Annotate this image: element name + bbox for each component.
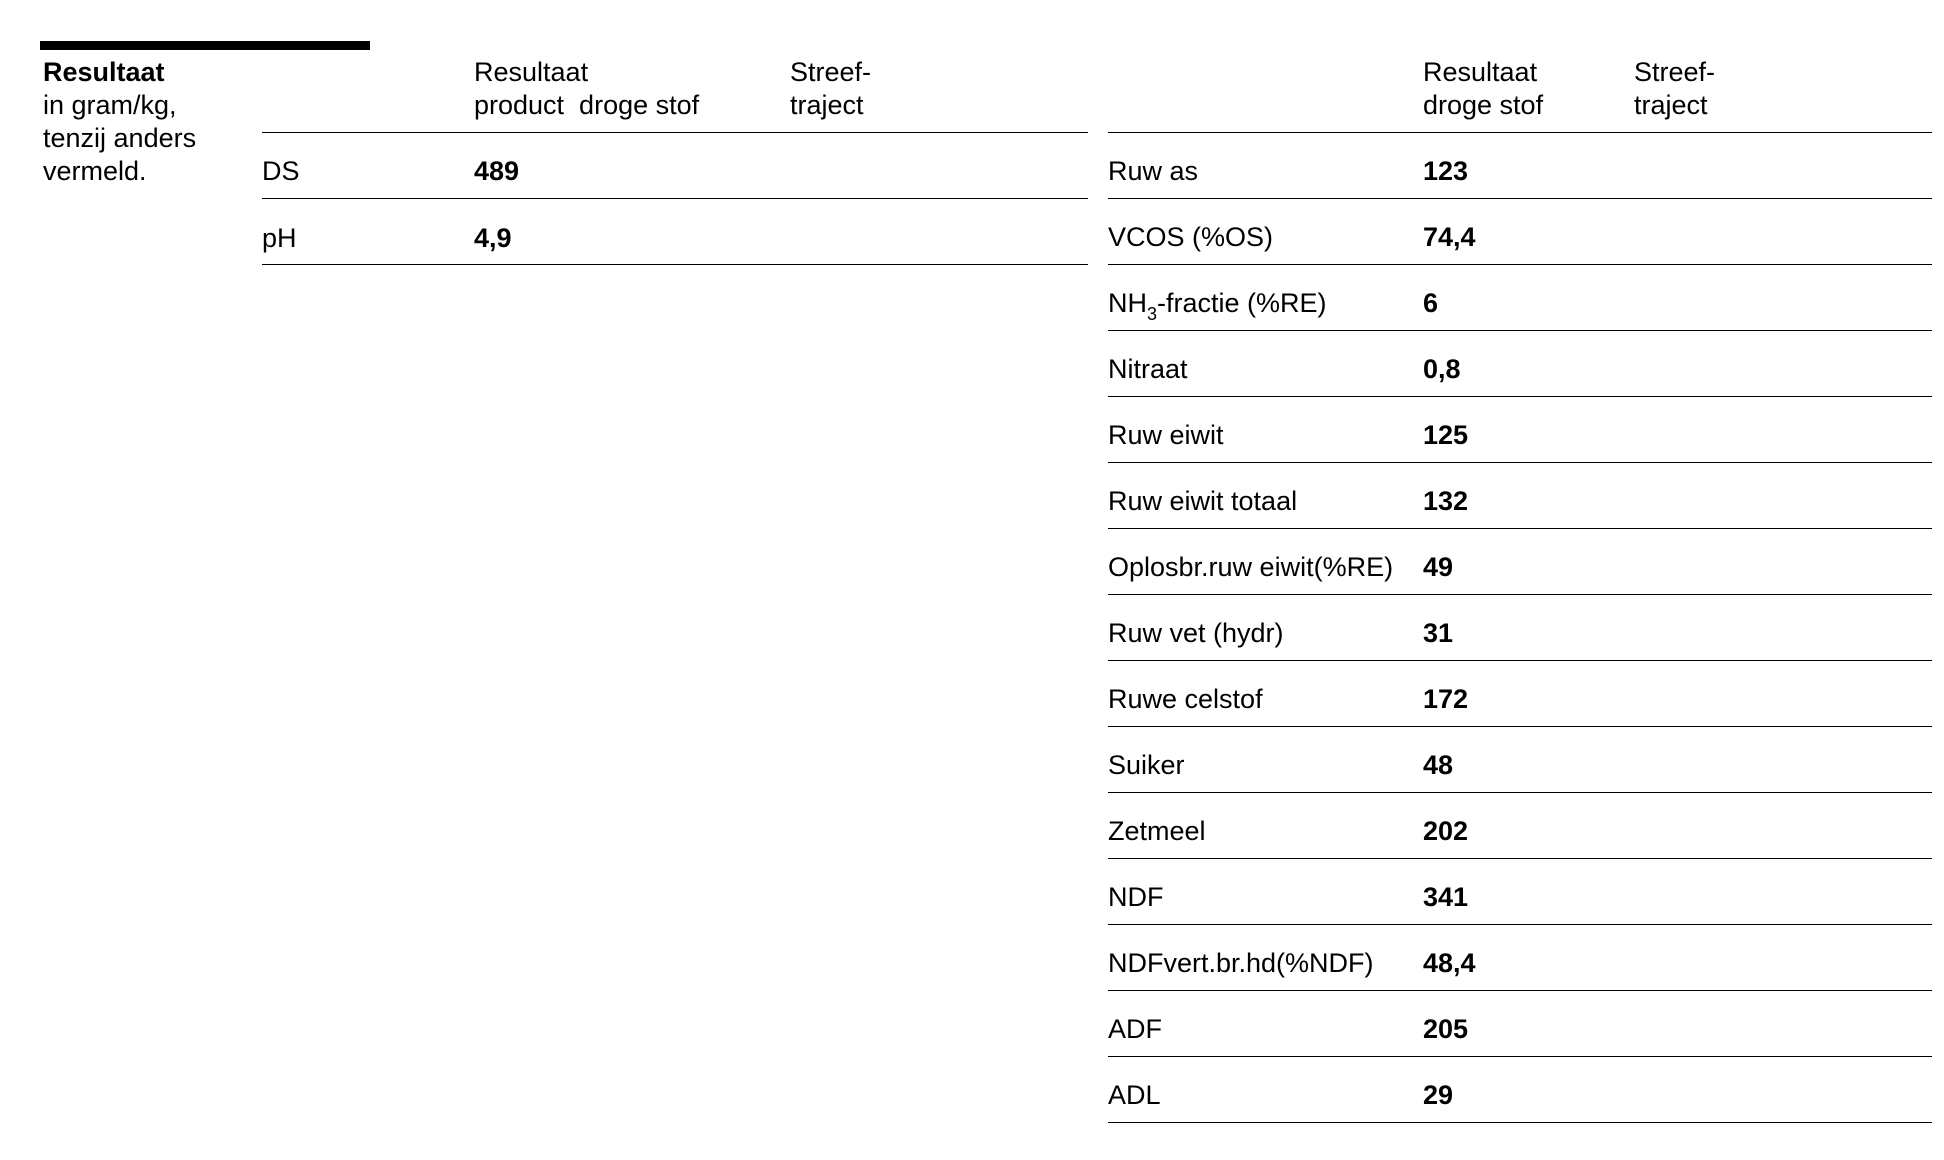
right-row-rule: [1108, 198, 1932, 199]
right-row-value: 31: [1423, 618, 1454, 648]
right-row-value: 48,4: [1423, 948, 1476, 978]
right-row-rule: [1108, 792, 1932, 793]
right-row-value: 74,4: [1423, 222, 1476, 252]
left-row-rule: [262, 198, 1088, 199]
right-row-label: Ruwe celstof: [1108, 684, 1263, 714]
right-row-value: 0,8: [1423, 354, 1461, 384]
left-row-value: 4,9: [474, 223, 512, 253]
right-row-label: VCOS (%OS): [1108, 222, 1274, 252]
right-row-value: 49: [1423, 552, 1454, 582]
right-row-rule: [1108, 396, 1932, 397]
right-row-label: Ruw eiwit totaal: [1108, 486, 1298, 516]
left-row-label: DS: [262, 156, 300, 186]
right-row-label: Ruw as: [1108, 156, 1199, 186]
right-row-rule: [1108, 264, 1932, 265]
right-row-label: NDFvert.br.hd(%NDF): [1108, 948, 1374, 978]
right-row-rule: [1108, 1056, 1932, 1057]
left-row-label: pH: [262, 223, 297, 253]
right-header-target: [1634, 56, 1715, 122]
right-row-rule: [1108, 726, 1932, 727]
right-row-value: 123: [1423, 156, 1469, 186]
right-row-rule: [1108, 660, 1932, 661]
right-row-label: Ruw eiwit: [1108, 420, 1224, 450]
nh3-main: NH: [1108, 288, 1147, 318]
right-row-rule: [1108, 462, 1932, 463]
right-row-rule: [1108, 528, 1932, 529]
right-row-label: ADL: [1108, 1080, 1161, 1110]
left-header-result-line1: Resultaat: [474, 57, 589, 87]
right-row-label: Suiker: [1108, 750, 1185, 780]
right-row-label: Nitraat: [1108, 354, 1188, 384]
right-row-rule: [1108, 594, 1932, 595]
nh3-rest: -fractie (%RE): [1157, 288, 1327, 318]
intro-line-3: vermeld.: [43, 156, 147, 186]
right-row-label: Zetmeel: [1108, 816, 1206, 846]
right-row-value: 48: [1423, 750, 1454, 780]
left-header-rule: [262, 132, 1088, 133]
nh3-subscript: 3: [1147, 304, 1158, 324]
right-row-label: NDF: [1108, 882, 1164, 912]
right-row-value: 29: [1423, 1080, 1454, 1110]
left-header-target-line2: traject: [790, 90, 864, 120]
right-row-value: 132: [1423, 486, 1469, 516]
right-row-label: Ruw vet (hydr): [1108, 618, 1284, 648]
right-row-value: 125: [1423, 420, 1469, 450]
right-header-result-line2: droge stof: [1423, 90, 1544, 120]
intro-line-2: tenzij anders: [43, 123, 197, 153]
right-row-label: [1108, 287, 1327, 323]
right-row-label: ADF: [1108, 1014, 1162, 1044]
left-header-result-line2: product droge stof: [474, 90, 700, 120]
left-row-rule: [262, 264, 1088, 265]
right-header-result: [1423, 56, 1543, 122]
right-row-value: 341: [1423, 882, 1469, 912]
left-header-target-line1: Streef-: [790, 57, 872, 87]
right-row-rule: [1108, 858, 1932, 859]
right-row-value: 6: [1423, 288, 1439, 318]
right-row-rule: [1108, 924, 1932, 925]
right-header-target-line2: traject: [1634, 90, 1708, 120]
intro-line-1: in gram/kg,: [43, 90, 177, 120]
right-header-result-line1: Resultaat: [1423, 57, 1538, 87]
intro-title: Resultaat: [43, 57, 165, 87]
intro-block: [43, 56, 263, 188]
right-header-rule: [1108, 132, 1932, 133]
left-header-result: [474, 56, 699, 122]
right-row-value: 172: [1423, 684, 1469, 714]
right-row-rule: [1108, 990, 1932, 991]
left-header-target: [790, 56, 871, 122]
right-row-value: 202: [1423, 816, 1469, 846]
section-top-bar: [40, 41, 370, 50]
right-row-value: 205: [1423, 1014, 1469, 1044]
right-header-target-line1: Streef-: [1634, 57, 1716, 87]
right-row-label: Oplosbr.ruw eiwit(%RE): [1108, 552, 1394, 582]
right-row-rule: [1108, 1122, 1932, 1123]
right-row-rule: [1108, 330, 1932, 331]
left-row-value: 489: [474, 156, 520, 186]
